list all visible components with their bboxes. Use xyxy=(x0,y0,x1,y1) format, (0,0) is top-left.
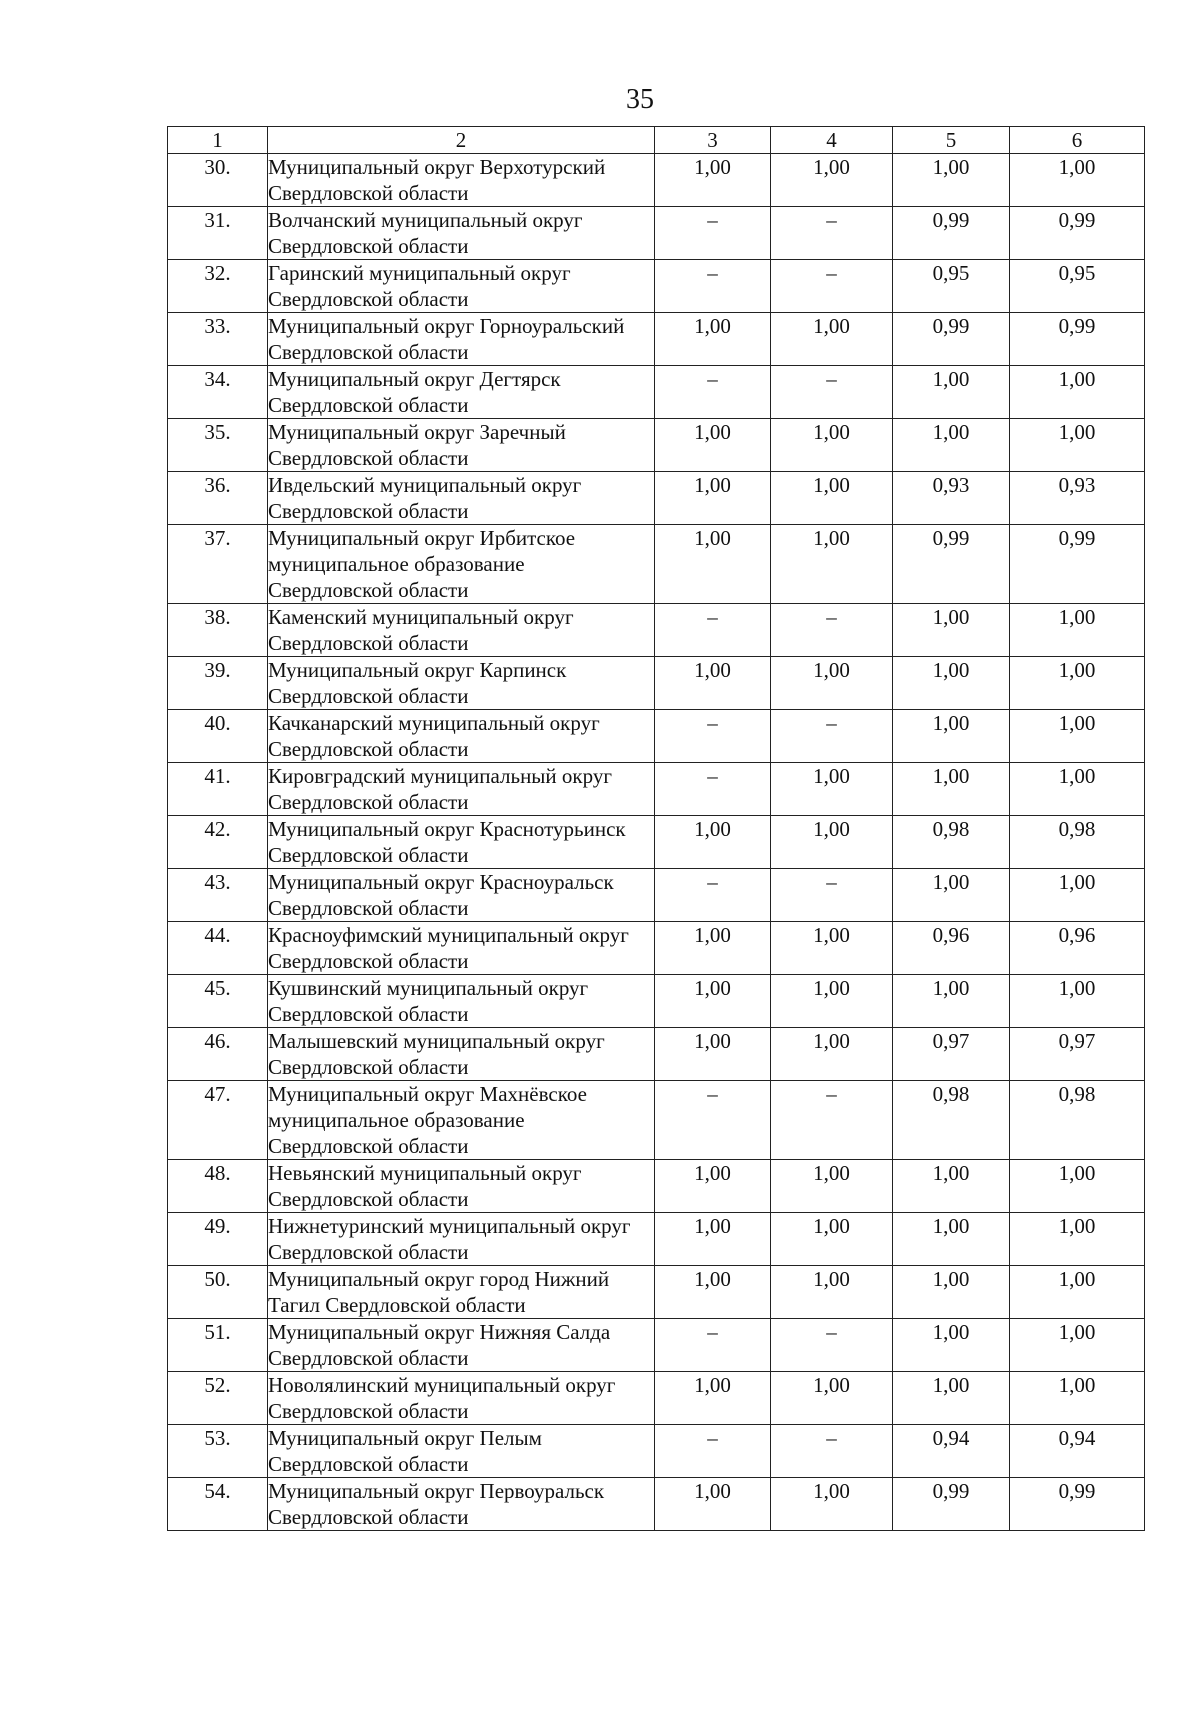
table-row xyxy=(168,1319,1145,1372)
value-cell-col4: 1,00 xyxy=(771,154,893,207)
table-row xyxy=(168,975,1145,1028)
municipality-name-cell: Волчанский муниципальный округ Свердловской области xyxy=(268,207,655,260)
table-row xyxy=(168,207,1145,260)
value-cell-col6: 1,00 xyxy=(1010,1213,1145,1266)
municipality-name-cell: Гаринский муниципальный округ Свердловской области xyxy=(268,260,655,313)
row-number-cell: 53. xyxy=(168,1425,268,1478)
data-table xyxy=(167,126,1145,1531)
row-number-cell: 31. xyxy=(168,207,268,260)
value-cell-col5: 1,00 xyxy=(893,763,1010,816)
value-cell-col6: 0,99 xyxy=(1010,1478,1145,1531)
table-row xyxy=(168,313,1145,366)
table-row xyxy=(168,763,1145,816)
value-cell-col6: 0,93 xyxy=(1010,472,1145,525)
table-row xyxy=(168,472,1145,525)
column-header-1: 1 xyxy=(168,127,268,154)
municipality-name-cell: Муниципальный округ Карпинск Свердловской области xyxy=(268,657,655,710)
value-cell-col3: – xyxy=(655,1319,771,1372)
row-number-cell: 42. xyxy=(168,816,268,869)
municipality-name-cell: Невьянский муниципальный округ Свердловской области xyxy=(268,1160,655,1213)
value-cell-col4: – xyxy=(771,604,893,657)
value-cell-col5: 1,00 xyxy=(893,1372,1010,1425)
value-cell-col6: 1,00 xyxy=(1010,657,1145,710)
value-cell-col4: 1,00 xyxy=(771,1372,893,1425)
value-cell-col6: 1,00 xyxy=(1010,869,1145,922)
table-header-row xyxy=(168,127,1145,154)
table-row xyxy=(168,1081,1145,1160)
municipality-name-cell: Муниципальный округ Красноуральск Свердловской области xyxy=(268,869,655,922)
value-cell-col3: 1,00 xyxy=(655,472,771,525)
value-cell-col4: 1,00 xyxy=(771,657,893,710)
value-cell-col4: 1,00 xyxy=(771,313,893,366)
value-cell-col3: 1,00 xyxy=(655,922,771,975)
table-row xyxy=(168,1425,1145,1478)
value-cell-col3: 1,00 xyxy=(655,657,771,710)
value-cell-col4: – xyxy=(771,869,893,922)
value-cell-col3: – xyxy=(655,207,771,260)
value-cell-col4: 1,00 xyxy=(771,763,893,816)
value-cell-col3: 1,00 xyxy=(655,419,771,472)
row-number-cell: 40. xyxy=(168,710,268,763)
value-cell-col3: – xyxy=(655,604,771,657)
value-cell-col5: 1,00 xyxy=(893,710,1010,763)
value-cell-col4: – xyxy=(771,207,893,260)
value-cell-col4: 1,00 xyxy=(771,1160,893,1213)
value-cell-col6: 0,96 xyxy=(1010,922,1145,975)
value-cell-col3: – xyxy=(655,260,771,313)
value-cell-col4: 1,00 xyxy=(771,1213,893,1266)
row-number-cell: 44. xyxy=(168,922,268,975)
value-cell-col6: 1,00 xyxy=(1010,1319,1145,1372)
row-number-cell: 37. xyxy=(168,525,268,604)
value-cell-col5: 0,93 xyxy=(893,472,1010,525)
row-number-cell: 46. xyxy=(168,1028,268,1081)
value-cell-col6: 1,00 xyxy=(1010,604,1145,657)
value-cell-col5: 1,00 xyxy=(893,657,1010,710)
row-number-cell: 49. xyxy=(168,1213,268,1266)
value-cell-col5: 0,98 xyxy=(893,816,1010,869)
row-number-cell: 51. xyxy=(168,1319,268,1372)
municipality-name-cell: Новолялинский муниципальный округ Свердловской области xyxy=(268,1372,655,1425)
value-cell-col6: 1,00 xyxy=(1010,1160,1145,1213)
value-cell-col3: 1,00 xyxy=(655,1028,771,1081)
municipality-name-cell: Муниципальный округ Верхотурский Свердловской области xyxy=(268,154,655,207)
value-cell-col6: 0,95 xyxy=(1010,260,1145,313)
value-cell-col4: – xyxy=(771,366,893,419)
value-cell-col3: 1,00 xyxy=(655,154,771,207)
municipality-name-cell: Каменский муниципальный округ Свердловской области xyxy=(268,604,655,657)
value-cell-col5: 1,00 xyxy=(893,154,1010,207)
row-number-cell: 50. xyxy=(168,1266,268,1319)
value-cell-col3: – xyxy=(655,1081,771,1160)
value-cell-col5: 1,00 xyxy=(893,1213,1010,1266)
value-cell-col5: 0,96 xyxy=(893,922,1010,975)
municipality-name-cell: Нижнетуринский муниципальный округ Свердловской области xyxy=(268,1213,655,1266)
value-cell-col5: 0,98 xyxy=(893,1081,1010,1160)
value-cell-col6: 1,00 xyxy=(1010,763,1145,816)
value-cell-col5: 1,00 xyxy=(893,1319,1010,1372)
table-row xyxy=(168,366,1145,419)
value-cell-col5: 0,95 xyxy=(893,260,1010,313)
page-number: 35 xyxy=(626,84,654,115)
table-row xyxy=(168,869,1145,922)
value-cell-col4: – xyxy=(771,710,893,763)
municipality-name-cell: Муниципальный округ Махнёвское муниципальное образование Свердловской области xyxy=(268,1081,655,1160)
row-number-cell: 30. xyxy=(168,154,268,207)
row-number-cell: 36. xyxy=(168,472,268,525)
value-cell-col5: 0,99 xyxy=(893,1478,1010,1531)
value-cell-col4: – xyxy=(771,260,893,313)
value-cell-col5: 1,00 xyxy=(893,1160,1010,1213)
row-number-cell: 32. xyxy=(168,260,268,313)
value-cell-col5: 1,00 xyxy=(893,419,1010,472)
value-cell-col6: 0,99 xyxy=(1010,313,1145,366)
table-row xyxy=(168,816,1145,869)
table-row xyxy=(168,1478,1145,1531)
municipality-name-cell: Кировградский муниципальный округ Свердловской области xyxy=(268,763,655,816)
municipality-name-cell: Муниципальный округ Первоуральск Свердловской области xyxy=(268,1478,655,1531)
value-cell-col6: 0,94 xyxy=(1010,1425,1145,1478)
value-cell-col6: 0,99 xyxy=(1010,525,1145,604)
table-row xyxy=(168,922,1145,975)
column-header-4: 4 xyxy=(771,127,893,154)
value-cell-col3: 1,00 xyxy=(655,975,771,1028)
municipality-name-cell: Муниципальный округ Нижняя Салда Свердловской области xyxy=(268,1319,655,1372)
table-row xyxy=(168,260,1145,313)
value-cell-col3: 1,00 xyxy=(655,1213,771,1266)
row-number-cell: 34. xyxy=(168,366,268,419)
table-row xyxy=(168,419,1145,472)
row-number-cell: 38. xyxy=(168,604,268,657)
row-number-cell: 35. xyxy=(168,419,268,472)
value-cell-col4: – xyxy=(771,1319,893,1372)
value-cell-col6: 1,00 xyxy=(1010,710,1145,763)
value-cell-col6: 0,97 xyxy=(1010,1028,1145,1081)
column-header-3: 3 xyxy=(655,127,771,154)
value-cell-col6: 1,00 xyxy=(1010,1372,1145,1425)
value-cell-col5: 1,00 xyxy=(893,975,1010,1028)
value-cell-col6: 0,99 xyxy=(1010,207,1145,260)
column-header-6: 6 xyxy=(1010,127,1145,154)
table-row xyxy=(168,1372,1145,1425)
value-cell-col6: 1,00 xyxy=(1010,154,1145,207)
municipality-name-cell: Кушвинский муниципальный округ Свердловской области xyxy=(268,975,655,1028)
municipality-name-cell: Муниципальный округ Заречный Свердловской области xyxy=(268,419,655,472)
value-cell-col3: 1,00 xyxy=(655,525,771,604)
row-number-cell: 52. xyxy=(168,1372,268,1425)
value-cell-col4: – xyxy=(771,1425,893,1478)
value-cell-col3: – xyxy=(655,710,771,763)
row-number-cell: 33. xyxy=(168,313,268,366)
value-cell-col6: 1,00 xyxy=(1010,419,1145,472)
value-cell-col3: 1,00 xyxy=(655,816,771,869)
value-cell-col6: 0,98 xyxy=(1010,816,1145,869)
value-cell-col6: 1,00 xyxy=(1010,366,1145,419)
column-header-2: 2 xyxy=(268,127,655,154)
value-cell-col3: – xyxy=(655,1425,771,1478)
value-cell-col5: 0,99 xyxy=(893,525,1010,604)
value-cell-col4: 1,00 xyxy=(771,472,893,525)
value-cell-col4: 1,00 xyxy=(771,975,893,1028)
table-row xyxy=(168,1028,1145,1081)
value-cell-col3: – xyxy=(655,869,771,922)
row-number-cell: 41. xyxy=(168,763,268,816)
table-row xyxy=(168,604,1145,657)
municipality-name-cell: Малышевский муниципальный округ Свердловской области xyxy=(268,1028,655,1081)
value-cell-col5: 1,00 xyxy=(893,366,1010,419)
value-cell-col3: 1,00 xyxy=(655,313,771,366)
value-cell-col3: 1,00 xyxy=(655,1372,771,1425)
row-number-cell: 45. xyxy=(168,975,268,1028)
row-number-cell: 43. xyxy=(168,869,268,922)
table-row xyxy=(168,657,1145,710)
row-number-cell: 48. xyxy=(168,1160,268,1213)
row-number-cell: 47. xyxy=(168,1081,268,1160)
value-cell-col5: 1,00 xyxy=(893,869,1010,922)
table-row xyxy=(168,1160,1145,1213)
value-cell-col4: – xyxy=(771,1081,893,1160)
value-cell-col4: 1,00 xyxy=(771,922,893,975)
value-cell-col4: 1,00 xyxy=(771,1478,893,1531)
municipality-name-cell: Муниципальный округ Пелым Свердловской области xyxy=(268,1425,655,1478)
value-cell-col6: 0,98 xyxy=(1010,1081,1145,1160)
table-row xyxy=(168,1213,1145,1266)
value-cell-col5: 1,00 xyxy=(893,604,1010,657)
column-header-5: 5 xyxy=(893,127,1010,154)
value-cell-col4: 1,00 xyxy=(771,1266,893,1319)
municipality-name-cell: Муниципальный округ Горноуральский Свердловской области xyxy=(268,313,655,366)
table-row xyxy=(168,525,1145,604)
row-number-cell: 39. xyxy=(168,657,268,710)
municipality-name-cell: Муниципальный округ Дегтярск Свердловской области xyxy=(268,366,655,419)
value-cell-col3: – xyxy=(655,763,771,816)
table-body xyxy=(168,154,1145,1531)
table-row xyxy=(168,154,1145,207)
row-number-cell: 54. xyxy=(168,1478,268,1531)
table-row xyxy=(168,1266,1145,1319)
municipality-name-cell: Муниципальный округ город Нижний Тагил Свердловской области xyxy=(268,1266,655,1319)
value-cell-col5: 1,00 xyxy=(893,1266,1010,1319)
value-cell-col5: 0,94 xyxy=(893,1425,1010,1478)
value-cell-col5: 0,97 xyxy=(893,1028,1010,1081)
value-cell-col4: 1,00 xyxy=(771,816,893,869)
municipality-name-cell: Муниципальный округ Краснотурьинск Свердловской области xyxy=(268,816,655,869)
value-cell-col3: 1,00 xyxy=(655,1160,771,1213)
value-cell-col3: 1,00 xyxy=(655,1478,771,1531)
value-cell-col4: 1,00 xyxy=(771,525,893,604)
municipality-name-cell: Ивдельский муниципальный округ Свердловской области xyxy=(268,472,655,525)
municipality-name-cell: Красноуфимский муниципальный округ Свердловской области xyxy=(268,922,655,975)
value-cell-col6: 1,00 xyxy=(1010,1266,1145,1319)
value-cell-col6: 1,00 xyxy=(1010,975,1145,1028)
municipality-name-cell: Муниципальный округ Ирбитское муниципальное образование Свердловской области xyxy=(268,525,655,604)
value-cell-col5: 0,99 xyxy=(893,313,1010,366)
value-cell-col3: – xyxy=(655,366,771,419)
value-cell-col4: 1,00 xyxy=(771,1028,893,1081)
municipality-name-cell: Качканарский муниципальный округ Свердловской области xyxy=(268,710,655,763)
value-cell-col5: 0,99 xyxy=(893,207,1010,260)
value-cell-col3: 1,00 xyxy=(655,1266,771,1319)
value-cell-col4: 1,00 xyxy=(771,419,893,472)
table-row xyxy=(168,710,1145,763)
